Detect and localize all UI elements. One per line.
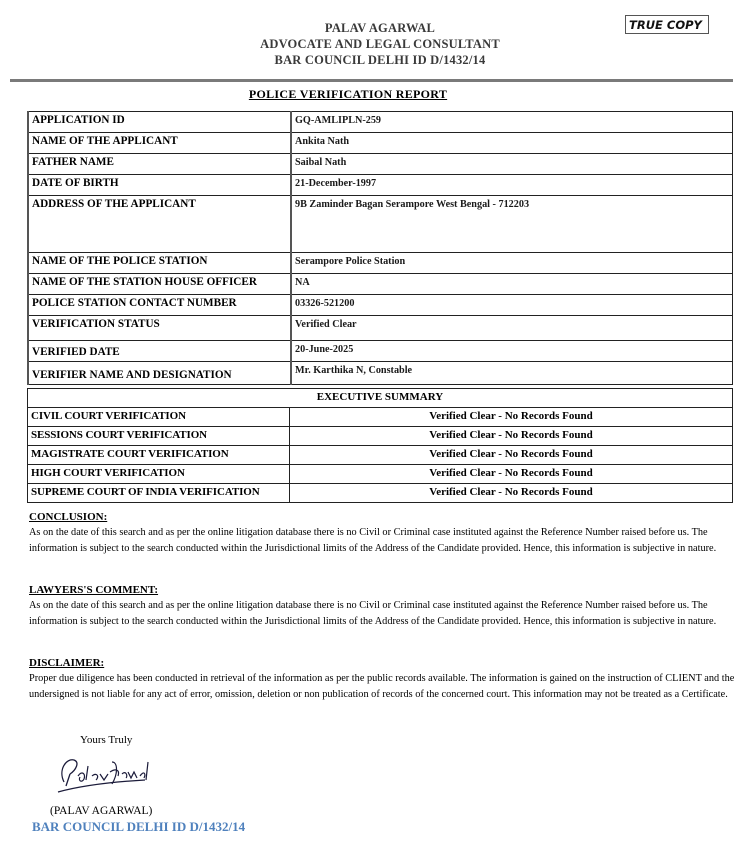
- court-label: SUPREME COURT OF INDIA VERIFICATION: [28, 484, 290, 503]
- summary-heading-row: [28, 389, 733, 408]
- advocate-name: PALAV AGARWAL: [324, 21, 436, 35]
- row-value: 21-December-1997: [291, 175, 733, 196]
- closing-text: Yours Truly: [80, 734, 133, 746]
- row-value: Mr. Karthika N, Constable: [291, 362, 733, 385]
- executive-summary-table: [27, 388, 733, 503]
- court-label: CIVIL COURT VERIFICATION: [28, 408, 290, 427]
- row-label: POLICE STATION CONTACT NUMBER: [28, 295, 291, 316]
- disclaimer-section: [29, 655, 739, 703]
- row-label: APPLICATION ID: [28, 112, 291, 133]
- row-label: VERIFIED DATE: [28, 341, 291, 362]
- court-label: HIGH COURT VERIFICATION: [28, 465, 290, 484]
- lawyers-comment-text: As on the date of this search and as per the online litigation database there is no Civil or Criminal case instituted against the Reference Number raised before us. The information is subject to the search conducted within the Jurisdictional limits of the Address of the Candidate provided. Hence, this information is subjective in nature.: [29, 600, 717, 627]
- conclusion-heading: CONCLUSION:: [29, 511, 108, 523]
- advocate-title: ADVOCATE AND LEGAL CONSULTANT: [260, 37, 500, 51]
- court-label: SESSIONS COURT VERIFICATION: [28, 427, 290, 446]
- bar-council-id: BAR COUNCIL DELHI ID D/1432/14: [274, 53, 486, 67]
- disclaimer-heading: DISCLAIMER:: [29, 657, 105, 669]
- table-row: [28, 253, 733, 274]
- row-value: NA: [291, 274, 733, 295]
- table-row: [28, 133, 733, 154]
- court-status: Verified Clear - No Records Found: [290, 408, 733, 427]
- row-value: 9B Zaminder Bagan Serampore West Bengal - 712203: [291, 196, 733, 253]
- signatory-name: (PALAV AGARWAL): [50, 805, 153, 817]
- lawyers-comment-section: [29, 582, 739, 630]
- row-value: 03326-521200: [291, 295, 733, 316]
- lawyers-comment-heading: LAWYERS'S COMMENT:: [29, 584, 159, 596]
- row-label: VERIFIER NAME AND DESIGNATION: [28, 362, 291, 385]
- court-label: MAGISTRATE COURT VERIFICATION: [28, 446, 290, 465]
- court-status: Verified Clear - No Records Found: [290, 446, 733, 465]
- table-row: [28, 427, 733, 446]
- row-value: Verified Clear: [291, 316, 733, 341]
- header-divider: [10, 79, 733, 82]
- court-status: Verified Clear - No Records Found: [290, 484, 733, 503]
- table-row: [28, 295, 733, 316]
- table-row: [28, 362, 733, 385]
- signatory-bar-id: BAR COUNCIL DELHI ID D/1432/14: [32, 819, 246, 834]
- table-row: [28, 196, 733, 253]
- conclusion-text: As on the date of this search and as per the online litigation database there is no Civil or Criminal case instituted against the Reference Number raised before us. The information is subject to the search conducted within the Jurisdictional limits of the Address of the Candidate provided. Hence, this information is subjective in nature.: [29, 527, 717, 554]
- summary-heading: EXECUTIVE SUMMARY: [28, 389, 733, 408]
- signature-icon: [50, 752, 160, 800]
- disclaimer-text: Proper due diligence has been conducted in retrieval of the information as per the public records available. The information is gained on the instruction of CLIENT and the undersigned is not liable for any act of error, omission, deletion or non publication of records of the concerned court. This information may not be treated as a Certificate.: [29, 673, 735, 700]
- row-label: DATE OF BIRTH: [28, 175, 291, 196]
- row-value: GQ-AMLIPLN-259: [291, 112, 733, 133]
- row-value: 20-June-2025: [291, 341, 733, 362]
- table-row: [28, 274, 733, 295]
- table-row: [28, 408, 733, 427]
- row-label: FATHER NAME: [28, 154, 291, 175]
- row-value: Saibal Nath: [291, 154, 733, 175]
- table-row: [28, 112, 733, 133]
- table-row: [28, 154, 733, 175]
- court-status: Verified Clear - No Records Found: [290, 465, 733, 484]
- table-row: [28, 341, 733, 362]
- row-label: NAME OF THE STATION HOUSE OFFICER: [28, 274, 291, 295]
- table-row: [28, 175, 733, 196]
- true-copy-stamp: TRUE COPY: [625, 15, 709, 34]
- table-row: [28, 316, 733, 341]
- row-label: NAME OF THE POLICE STATION: [28, 253, 291, 274]
- report-title: POLICE VERIFICATION REPORT: [248, 87, 448, 101]
- court-status: Verified Clear - No Records Found: [290, 427, 733, 446]
- table-row: [28, 446, 733, 465]
- row-label: VERIFICATION STATUS: [28, 316, 291, 341]
- row-value: Serampore Police Station: [291, 253, 733, 274]
- row-label: ADDRESS OF THE APPLICANT: [28, 196, 291, 253]
- table-row: [28, 465, 733, 484]
- applicant-details-table: [27, 111, 733, 385]
- row-label: NAME OF THE APPLICANT: [28, 133, 291, 154]
- conclusion-section: [29, 509, 739, 557]
- row-value: Ankita Nath: [291, 133, 733, 154]
- table-row: [28, 484, 733, 503]
